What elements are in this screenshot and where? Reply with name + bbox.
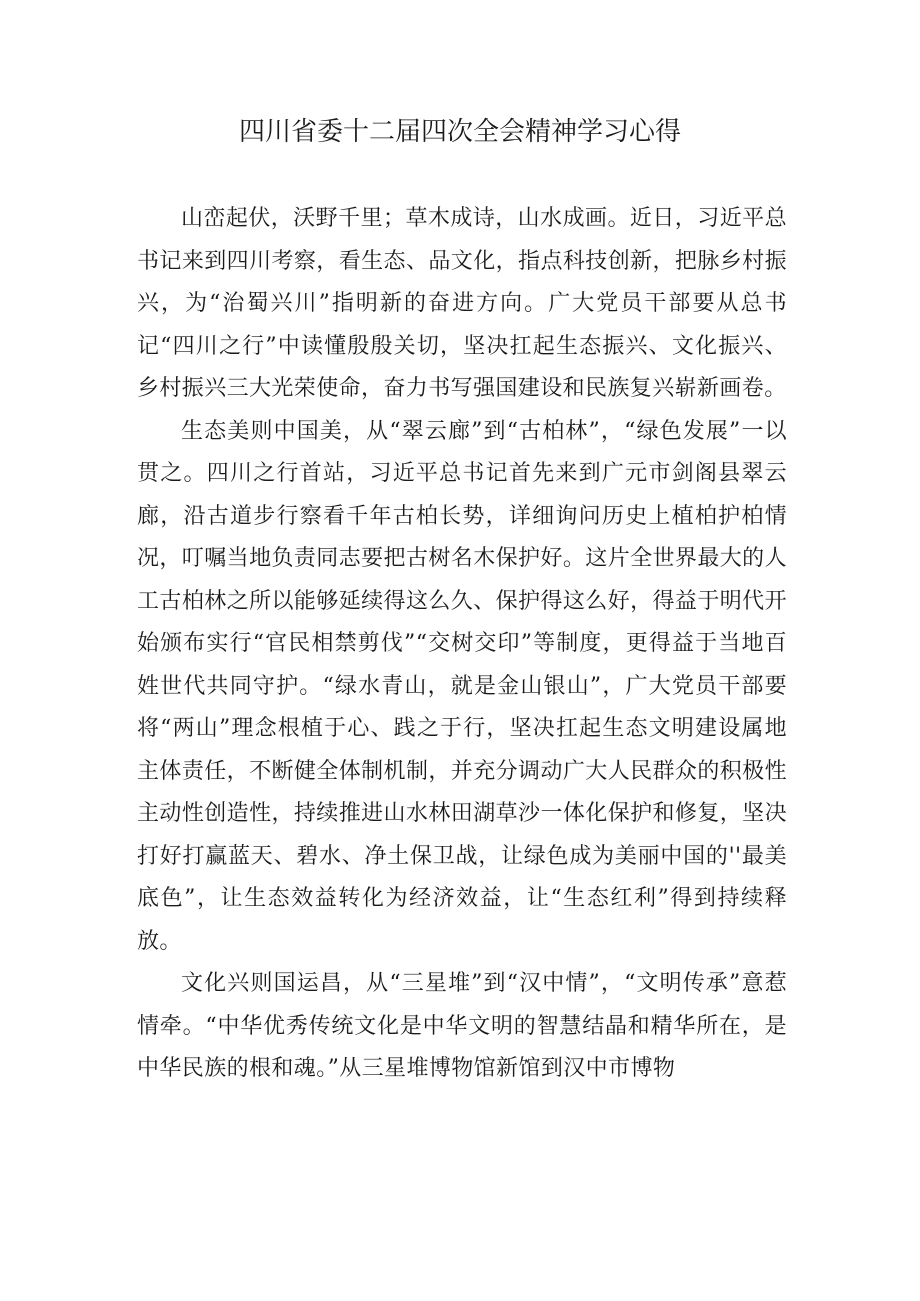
paragraph-1: 山峦起伏，沃野千里；草木成诗，山水成画。近日，习近平总书记来到四川考察，看生态、品文化，指点科技创新，把脉乡村振兴，为“治蜀兴川”指明新的奋进方向。广大党员干部要从总书记“四川之行”中读懂殷殷关切，坚决扛起生态振兴、文化振兴、乡村振兴三大光荣使命，奋力书写强国建设和民族复兴崭新画卷。 <box>137 206 787 401</box>
paragraph-3: 文化兴则国运昌，从“三星堆”到“汉中情”，“文明传承”意惹情牵。“中华优秀传统文化是中华文明的智慧结晶和精华所在，是中华民族的根和魂。”从三星堆博物馆新馆到汉中市博物 <box>137 971 787 1081</box>
paragraph-2: 生态美则中国美，从“翠云廊”到“古柏林”，“绿色发展”一以贯之。四川之行首站，习近平总书记首先来到广元市剑阁县翠云廊，沿古道步行察看千年古柏长势，详细询问历史上植柏护柏情况，叮嘱当地负责同志要把古树名木保护好。这片全世界最大的人工古柏林之所以能够延续得这么久、保护得这么好，得益于明代开始颁布实行“官民相禁剪伐”“交树交印”等制度，更得益于当地百姓世代共同守护。“绿水青山，就是金山银山”，广大党员干部要将“两山”理念根植于心、践之于行，坚决扛起生态文明建设属地主体责任，不断健全体制机制，并充分调动广大人民群众的积极性主动性创造性，持续推进山水林田湖草沙一体化保护和修复，坚决打好打赢蓝天、碧水、净土保卫战，让绿色成为美丽中国的''最美底色”，让生态效益转化为经济效益，让“生态红利”得到持续释放。 <box>137 418 787 954</box>
document-body <box>137 198 787 1091</box>
document-title: 四川省委十二届四次全会精神学习心得 <box>238 117 681 147</box>
